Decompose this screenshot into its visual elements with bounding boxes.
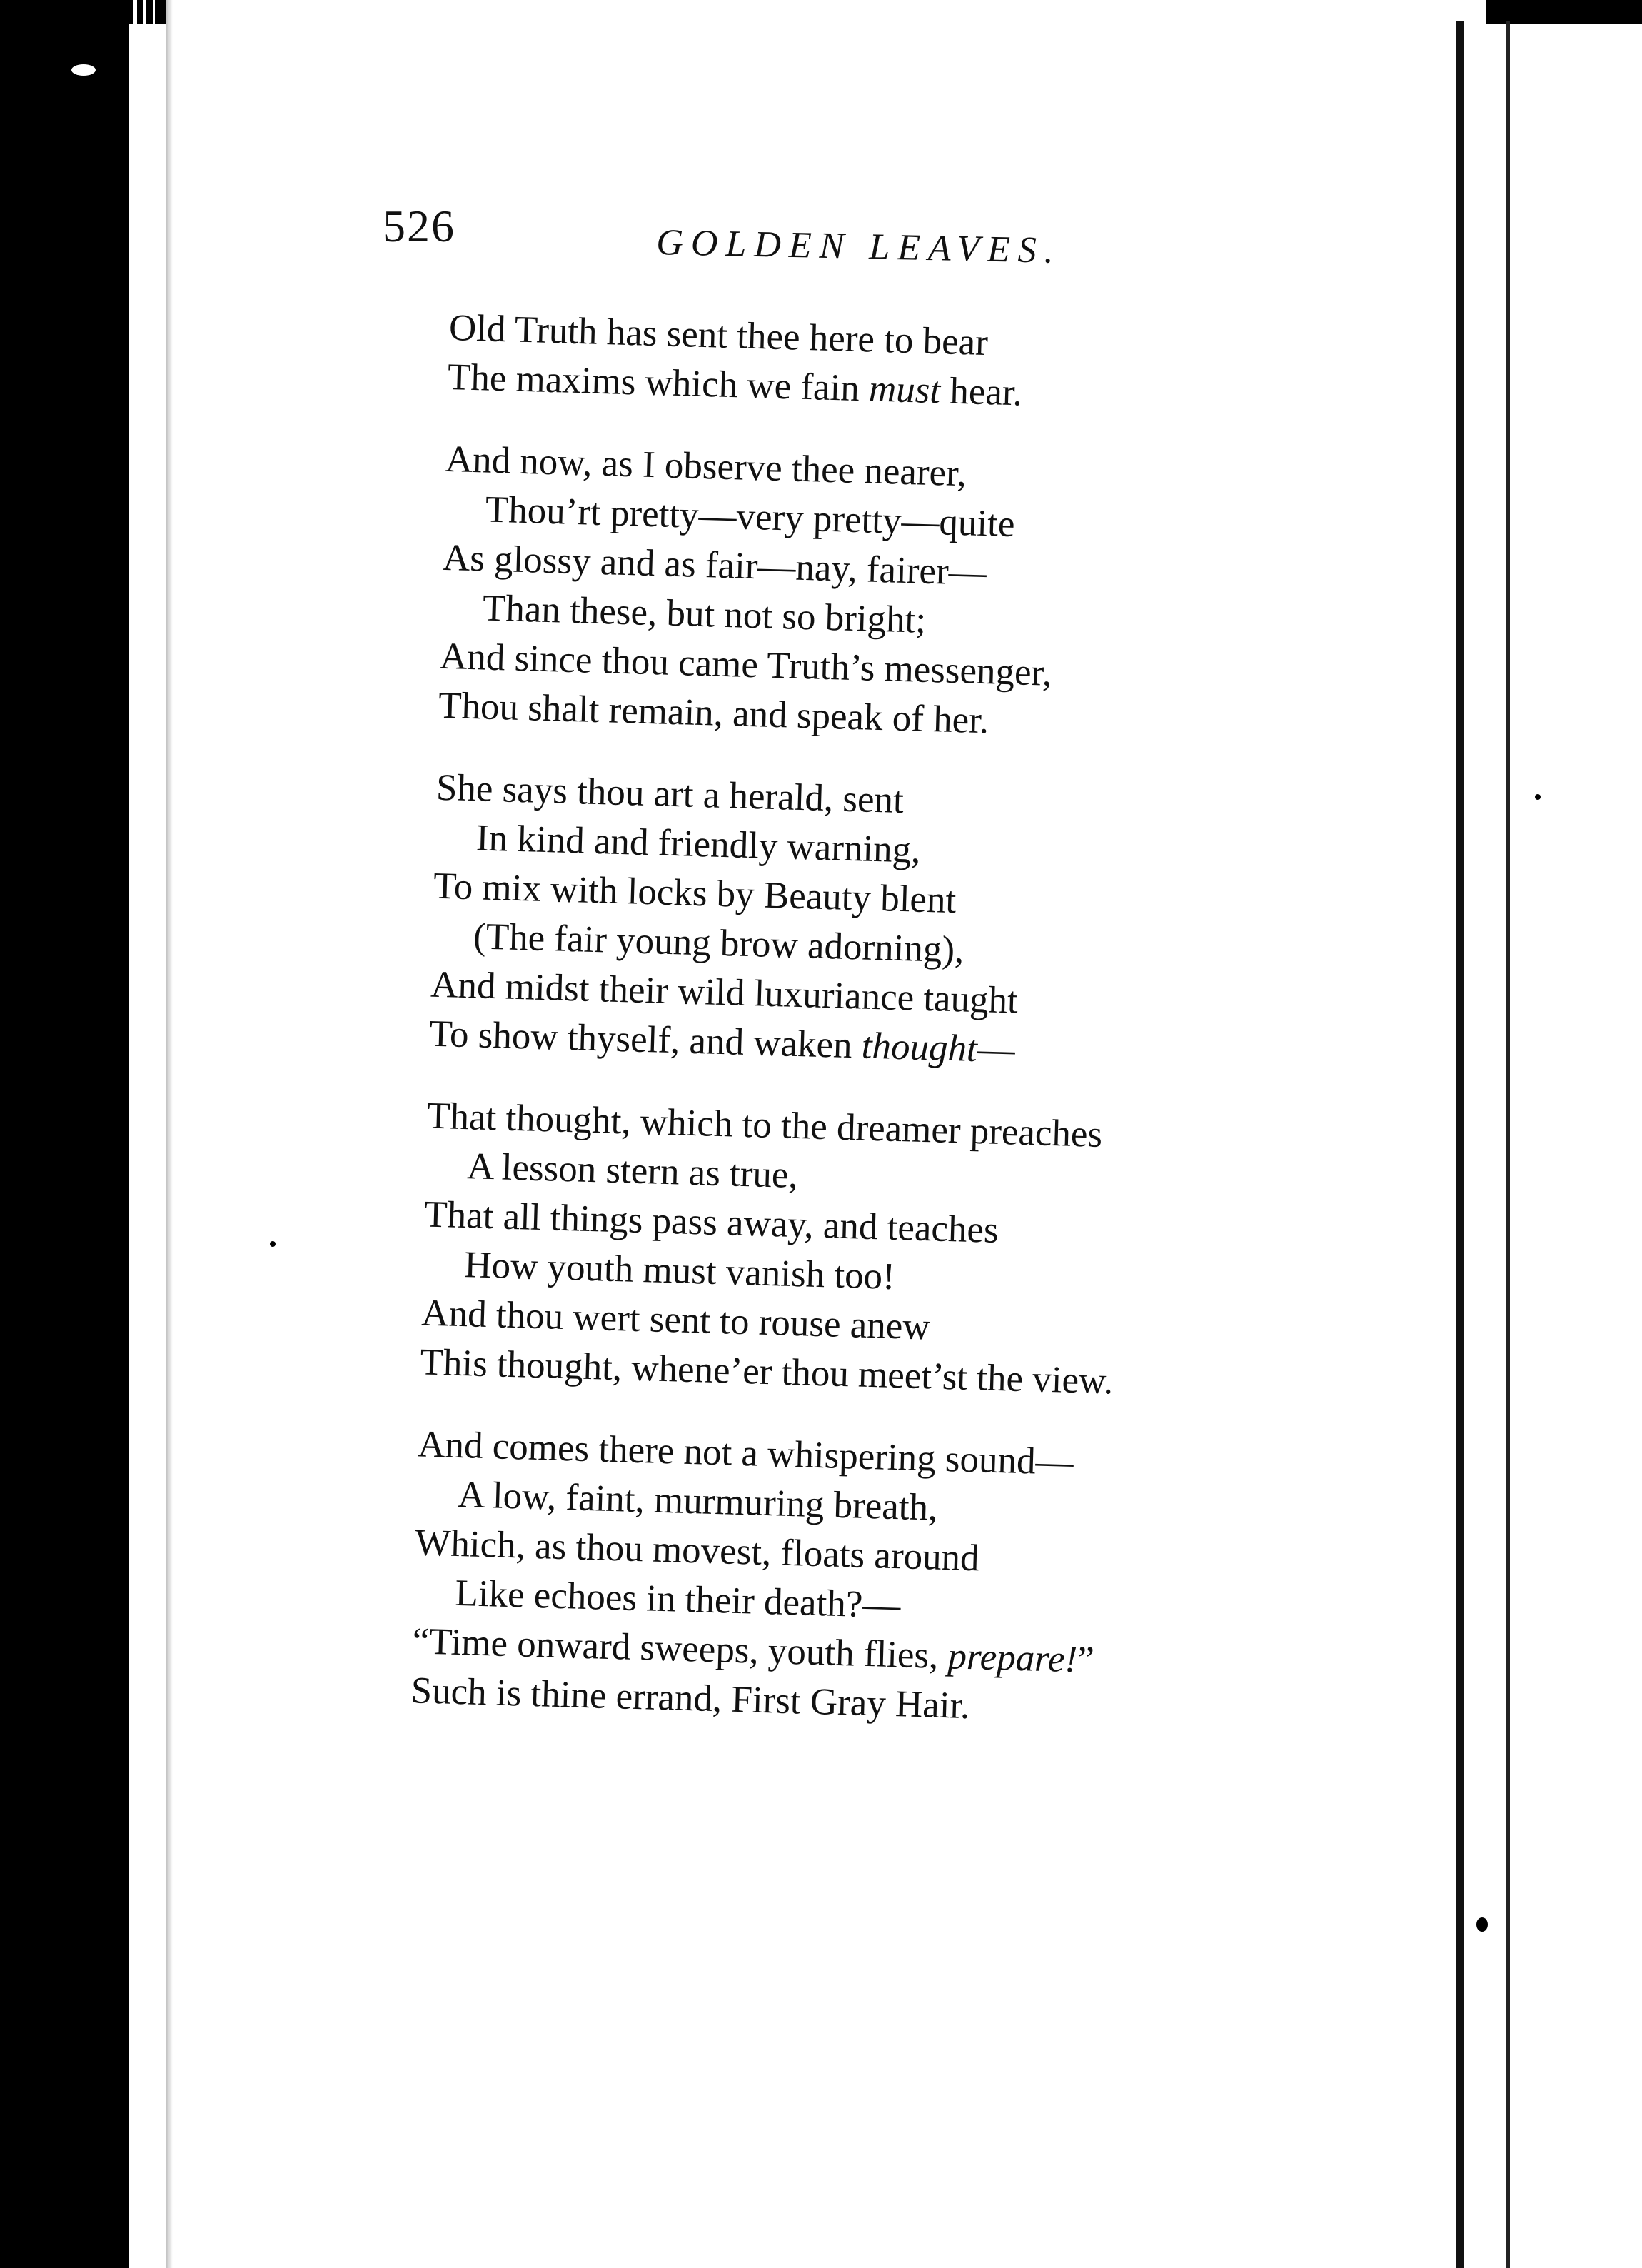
book-edge-left bbox=[0, 0, 129, 2268]
poem-line: How youth must vanish too! bbox=[463, 1244, 896, 1298]
scan-speck bbox=[1535, 794, 1541, 800]
poem-line-text: ” bbox=[1077, 1639, 1095, 1681]
page-shadow bbox=[166, 0, 173, 2268]
scan-speck bbox=[270, 1241, 276, 1247]
spine-line bbox=[153, 0, 155, 2268]
poem-line: Like echoes in their death?— bbox=[454, 1572, 902, 1627]
poem-line: That thought, which to the dreamer preaches bbox=[426, 1095, 1103, 1155]
poem-line: Such is thine errand, First Gray Hair. bbox=[410, 1670, 971, 1727]
poem-line: This thought, whene’er thou meet’st the view. bbox=[419, 1341, 1114, 1403]
poem-line: Than these, but not so bright; bbox=[482, 587, 927, 641]
poem-line: And thou wert sent to rouse anew bbox=[420, 1292, 931, 1348]
poem-stanza bbox=[410, 1420, 1275, 1739]
poem-emphasis: thought bbox=[861, 1025, 978, 1070]
spine-line bbox=[133, 0, 137, 2268]
poem-stanza bbox=[438, 435, 1302, 754]
poem-line: And since thou came Truth’s messenger, bbox=[439, 635, 1053, 694]
poem-line: As glossy and as fair—nay, fairer— bbox=[442, 536, 987, 594]
page-gutter bbox=[1456, 21, 1464, 2268]
poem-line-text: The maxims which we fain bbox=[447, 356, 870, 410]
scan-speck bbox=[71, 64, 96, 76]
poem-line: Thou shalt remain, and speak of her. bbox=[438, 684, 990, 742]
spine-line bbox=[143, 0, 146, 2268]
poem-line: And comes there not a whispering sound— bbox=[417, 1423, 1074, 1484]
scan-speck bbox=[1476, 1917, 1488, 1932]
facing-page-edge bbox=[1510, 24, 1642, 2268]
poem-line-text: — bbox=[976, 1028, 1016, 1071]
running-title: GOLDEN LEAVES. bbox=[655, 221, 1062, 271]
poem-line: She says thou art a herald, sent bbox=[435, 766, 905, 822]
poem-line: A lesson stern as true, bbox=[466, 1145, 799, 1197]
poem-line: To mix with locks by Beauty blent bbox=[433, 865, 957, 922]
poem-stanza bbox=[420, 1092, 1284, 1411]
poem-line: A low, faint, murmuring breath, bbox=[457, 1473, 939, 1529]
poem-line: In kind and friendly warning, bbox=[475, 817, 922, 871]
poem-stanza bbox=[428, 763, 1293, 1083]
poem-line: Which, as thou movest, floats around bbox=[414, 1522, 980, 1580]
poem-line: (The fair young brow adorning), bbox=[473, 915, 965, 971]
poem-line: And midst their wild luxuriance taught bbox=[430, 963, 1019, 1022]
poem-line-text: “Time onward sweeps, youth flies, bbox=[411, 1620, 949, 1677]
poem-emphasis: prepare! bbox=[947, 1635, 1078, 1681]
poem-line-text: hear. bbox=[940, 370, 1023, 414]
poem-line: And now, as I observe thee nearer, bbox=[445, 438, 967, 495]
poem-line: Thou’rt pretty—very pretty—quite bbox=[485, 488, 1016, 546]
poem-line: That all things pass away, and teaches bbox=[423, 1193, 999, 1251]
poem-line-text: To show thyself, and waken bbox=[428, 1013, 862, 1067]
poem-emphasis: must bbox=[868, 368, 942, 412]
poem-line: Old Truth has sent thee here to bear bbox=[448, 306, 989, 364]
poem-body bbox=[409, 303, 1306, 1772]
page-number: 526 bbox=[383, 201, 455, 251]
